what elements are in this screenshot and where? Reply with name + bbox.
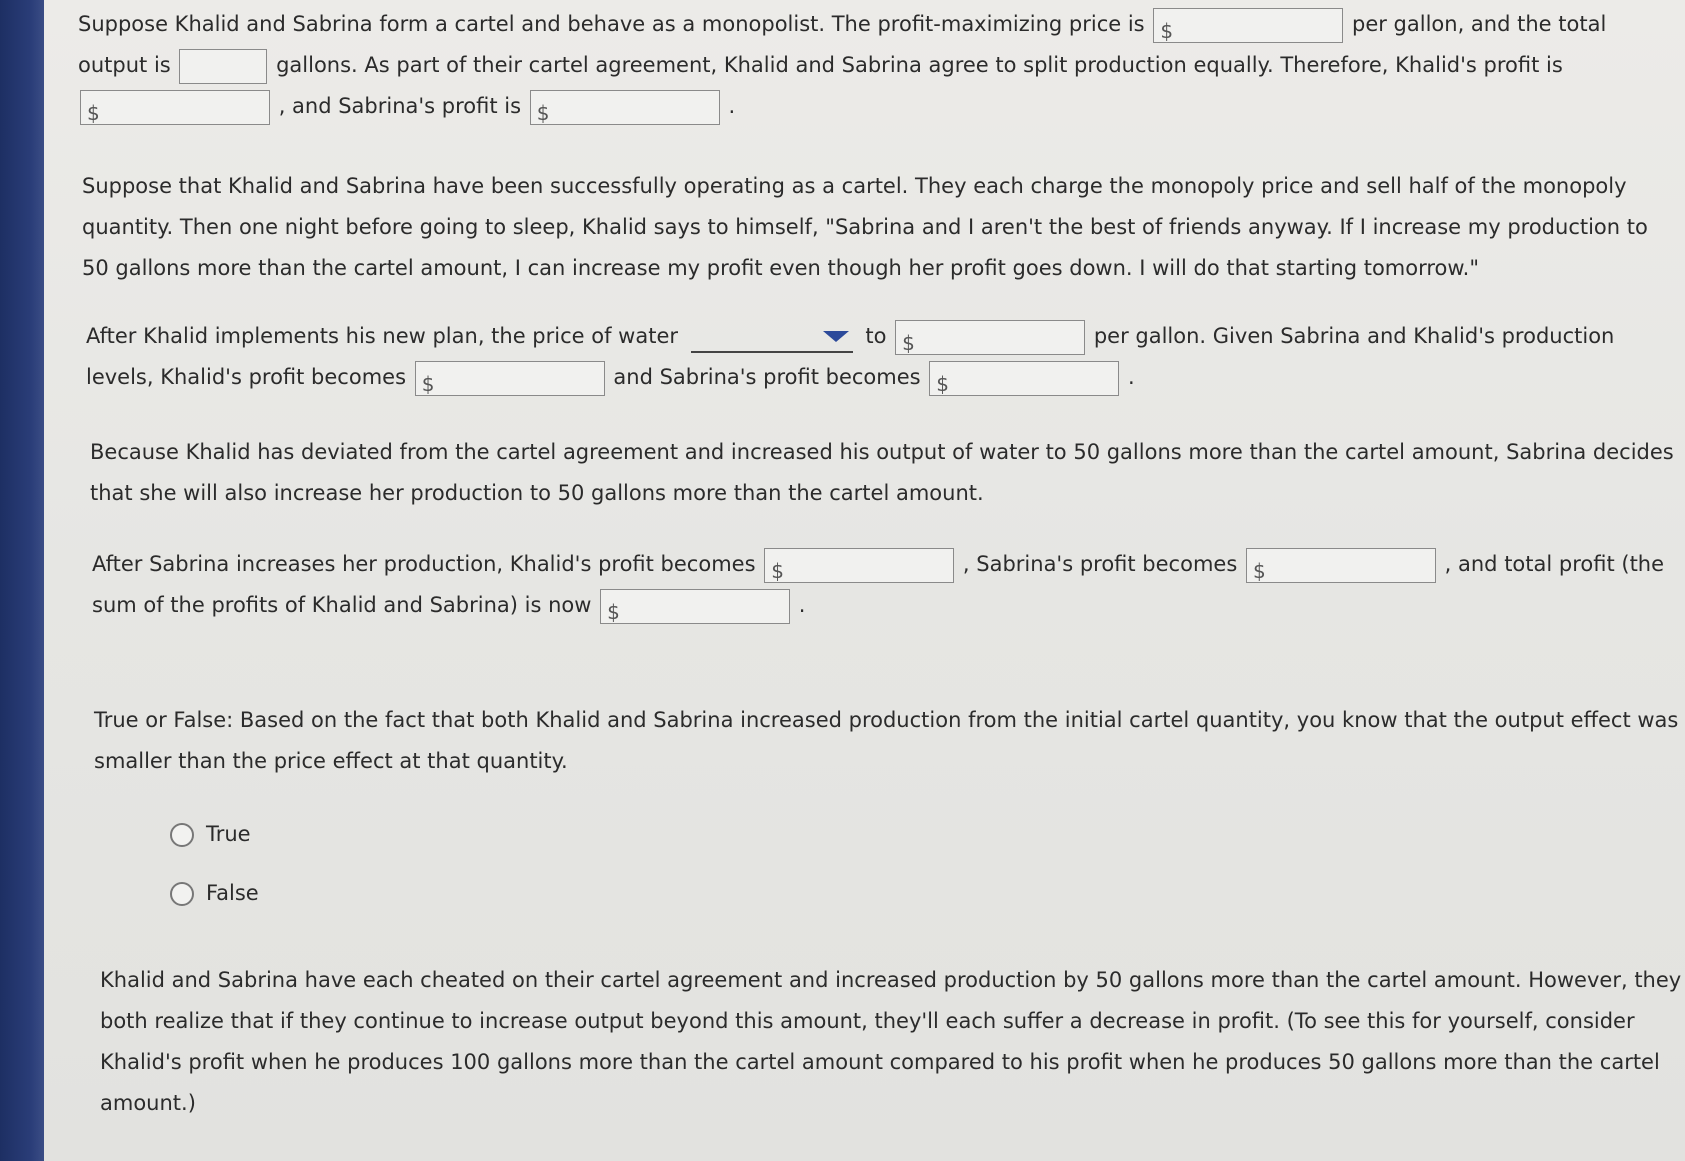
story-line: amount.) bbox=[100, 1091, 196, 1115]
sabrina-deviation-profit-input[interactable] bbox=[929, 361, 1119, 396]
total-output-input[interactable] bbox=[179, 49, 267, 84]
question-text: per gallon, and the total bbox=[1352, 12, 1607, 36]
khalid-deviation-profit-input[interactable] bbox=[415, 361, 605, 396]
dollar-sign: $ bbox=[87, 100, 100, 125]
question-text: Suppose Khalid and Sabrina form a cartel and behave as a monopolist. The profit-maximizing price is bbox=[78, 12, 1145, 36]
question-text: levels, Khalid's profit becomes bbox=[86, 365, 407, 389]
option-label: True bbox=[206, 822, 251, 846]
radio-button-icon[interactable] bbox=[170, 823, 194, 847]
story-line: both realize that if they continue to increase output beyond this amount, they'll each suffer a decrease in profit. (To see this for yourself, consider bbox=[100, 1009, 1635, 1033]
khalid-cartel-profit-input[interactable] bbox=[80, 90, 270, 125]
question-page bbox=[44, 0, 1685, 1161]
dollar-sign: $ bbox=[936, 371, 950, 396]
sabrina-final-profit-input[interactable] bbox=[1246, 548, 1436, 583]
option-label: False bbox=[206, 881, 259, 905]
question-text: After Sabrina increases her production, Khalid's profit becomes bbox=[92, 552, 756, 576]
dollar-sign: $ bbox=[536, 100, 550, 125]
question-text: . bbox=[1127, 365, 1135, 389]
dollar-sign: $ bbox=[902, 330, 915, 355]
question-text: sum of the profits of Khalid and Sabrina) is now bbox=[92, 593, 592, 617]
left-window-edge bbox=[0, 0, 44, 1161]
question-text: . bbox=[728, 94, 736, 118]
story-line: Suppose that Khalid and Sabrina have been successfully operating as a cartel. They each charge the monopoly price and sell half of the monopoly bbox=[82, 174, 1627, 198]
cartel-monopoly-question bbox=[78, 4, 1606, 127]
story-line: Khalid's profit when he produces 100 gallons more than the cartel amount compared to his profit when he produces 50 gallons more than the cartel bbox=[100, 1050, 1660, 1074]
story-line: Khalid and Sabrina have each cheated on their cartel agreement and increased production by 50 gallons more than the cartel amount. However, they bbox=[100, 968, 1682, 992]
dollar-sign: $ bbox=[421, 371, 435, 396]
khalid-final-profit-input[interactable] bbox=[764, 548, 954, 583]
dollar-sign: $ bbox=[1160, 18, 1174, 43]
question-text: , and total profit (the bbox=[1444, 552, 1665, 576]
price-change-dropdown[interactable] bbox=[691, 321, 853, 353]
dollar-sign: $ bbox=[771, 558, 784, 583]
new-price-input[interactable] bbox=[895, 320, 1085, 355]
question-text: . bbox=[798, 593, 806, 617]
question-line: True or False: Based on the fact that both Khalid and Sabrina increased production from the initial cartel quantity, you know that the output effect was bbox=[94, 708, 1679, 732]
monopoly-price-input[interactable] bbox=[1153, 8, 1343, 43]
story-line: that she will also increase her production to 50 gallons more than the cartel amount. bbox=[90, 481, 984, 505]
khalid-deviation-story bbox=[82, 166, 1648, 289]
question-text: per gallon. Given Sabrina and Khalid's production bbox=[1093, 324, 1615, 348]
story-line: 50 gallons more than the cartel amount, I can increase my profit even though her profit goes down. I will do that starting tomorrow." bbox=[82, 256, 1479, 280]
dollar-sign: $ bbox=[607, 599, 620, 624]
story-line: quantity. Then one night before going to sleep, Khalid says to himself, "Sabrina and I aren't the best of friends anyway. If I increase my production to bbox=[82, 215, 1648, 239]
both-deviate-question bbox=[92, 544, 1664, 626]
question-text: output is bbox=[78, 53, 171, 77]
question-text: After Khalid implements his new plan, the price of water bbox=[86, 324, 678, 348]
continued-cheating-story bbox=[100, 960, 1681, 1124]
question-text: to bbox=[865, 324, 887, 348]
dollar-sign: $ bbox=[1252, 558, 1266, 583]
question-text: and Sabrina's profit becomes bbox=[613, 365, 921, 389]
story-line: Because Khalid has deviated from the cartel agreement and increased his output of water to 50 gallons more than the cartel amount, Sabrina decides bbox=[90, 440, 1674, 464]
option-true[interactable] bbox=[170, 819, 251, 849]
total-profit-input[interactable] bbox=[600, 589, 790, 624]
sabrina-cartel-profit-input[interactable] bbox=[530, 90, 720, 125]
khalid-deviation-question bbox=[86, 316, 1614, 398]
question-text: , and Sabrina's profit is bbox=[278, 94, 522, 118]
chevron-down-icon[interactable] bbox=[823, 331, 849, 342]
sabrina-response-story bbox=[90, 432, 1674, 514]
true-false-question bbox=[94, 700, 1678, 782]
question-text: , Sabrina's profit becomes bbox=[962, 552, 1238, 576]
radio-button-icon[interactable] bbox=[170, 882, 194, 906]
option-false[interactable] bbox=[170, 878, 259, 908]
question-text: gallons. As part of their cartel agreement, Khalid and Sabrina agree to split production equally. Therefore, Khalid's profit is bbox=[276, 53, 1563, 77]
question-line: smaller than the price effect at that quantity. bbox=[94, 749, 568, 773]
